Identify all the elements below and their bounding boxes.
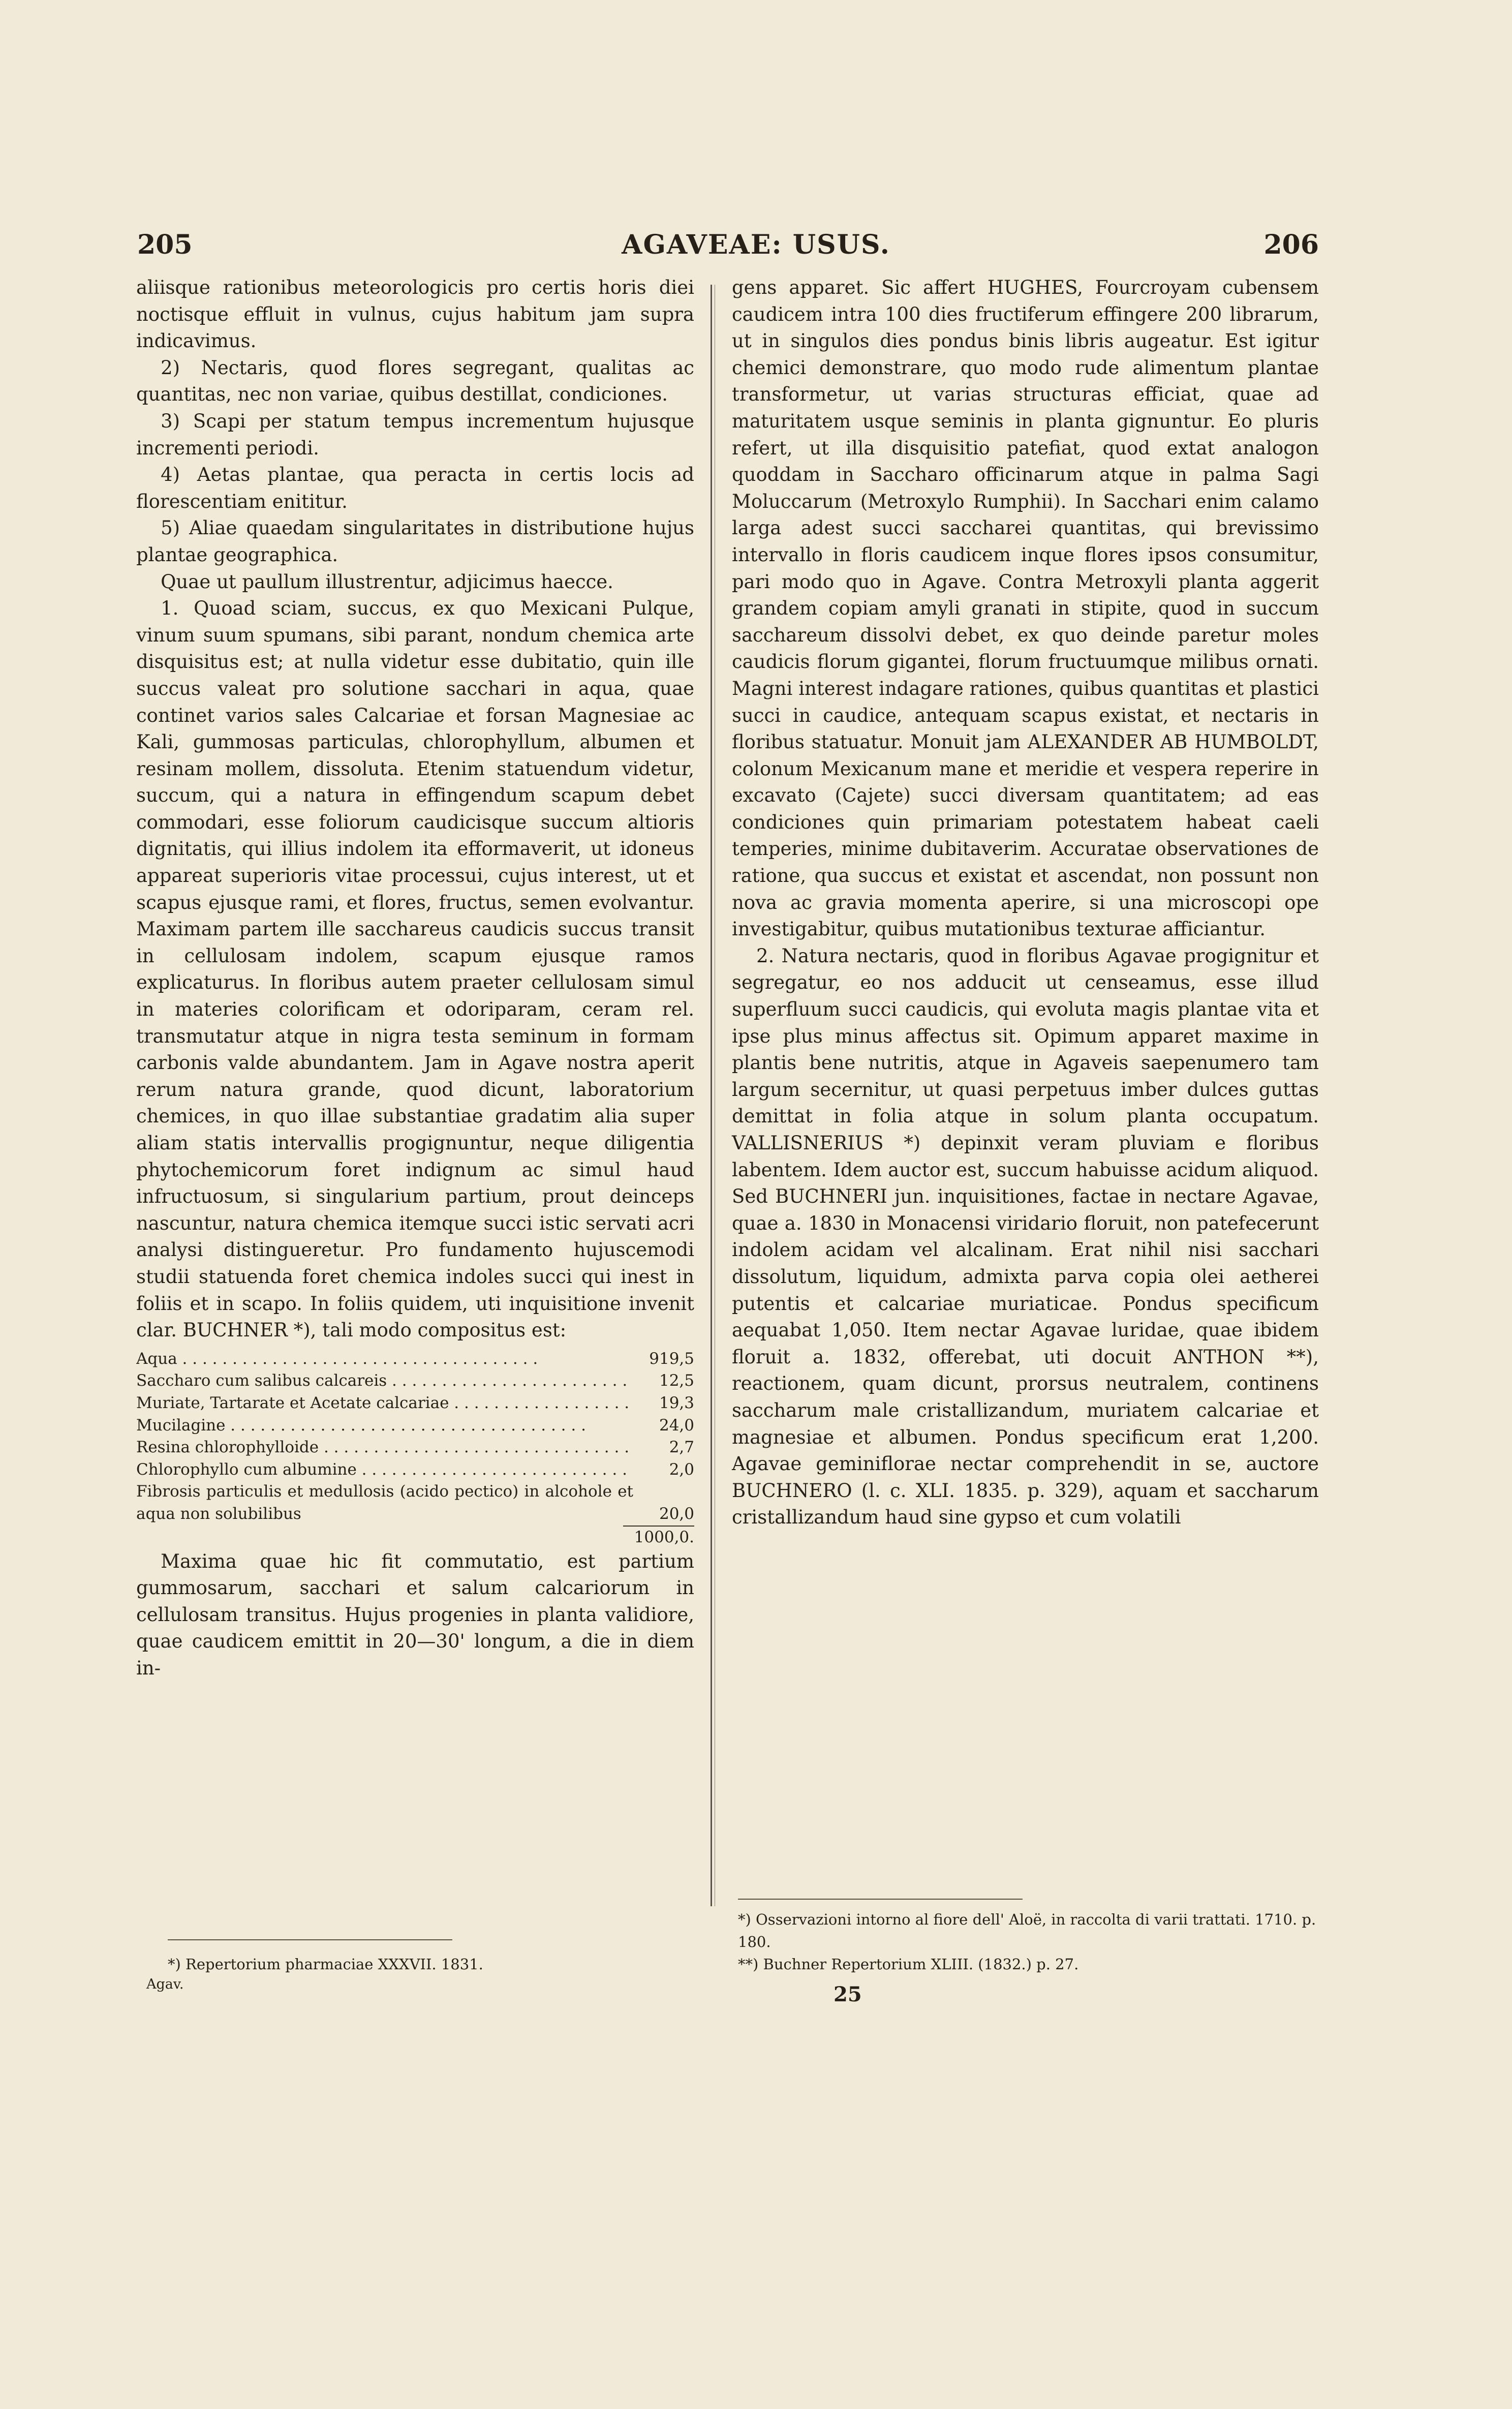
right-footnotes (738, 1908, 1317, 1975)
table-value: 2,0 (669, 1460, 694, 1479)
paragraph: gens apparet. Sic affert HUGHES, Fourcroyam cubensem caudicem intra 100 dies fructiferum effingere 200 librarum, ut in singulos dies pondus binis libris augeatur. Est igitur chemici demonstrare, quo modo rude alimentum plantae transformetur, ut varias structuras efficiat, quae ad maturitatem usque seminis in planta gignuntur. Eo pluris refert, ut illa disquisitio patefiat, quod extat analogon quoddam in Saccharo officinarum atque in palma Sagi Moluccarum (Metroxylo Rumphii). In Sacchari enim calamo larga adest succi saccharei quantitas, qui brevissimo intervallo in floris caudicem inque flores ipsos consumitur, pari modo quo in Agave. Contra Metroxyli planta aggerit grandem copiam amyli granati in stipite, quod in succum sacchareum dissolvi debet, ex quo deinde paretur moles caudicis florum gigantei, florum fructuumque milibus ornati. Magni interest indagare rationes, quibus quantitas et plastici succi in caudice, antequam scapus existat, et nectaris in floribus statuatur. Monuit jam ALEXANDER AB HUMBOLDT, colonum Mexicanum mane et meridie et vespera reperire in excavato (Cajete) succi diversam quantitatem; ad eas condiciones quin primariam potestatem habeat caeli temperies, minime dubitaverim. Accuratae observationes de ratione, qua succus et existat et ascendat, non possunt non nova ac gravia momenta aperire, si una microscopi ope investigabitur, quibus mutationibus texturae afficiantur. (732, 277, 1319, 940)
table-label: Mucilagine . . . (136, 1415, 633, 1437)
table-label: Muriate, Tartarate et Acetate calcariae . . . (136, 1392, 633, 1415)
footnote-rule (738, 1899, 1023, 1900)
table-value: 12,5 (659, 1371, 694, 1390)
table-row (136, 1348, 694, 1370)
paragraph: aliisque rationibus meteorologicis pro certis horis diei noctisque effluit in vulnus, cujus habitum jam supra indicavimus. (136, 277, 694, 352)
paragraph: 4) Aetas plantae, qua peracta in certis locis ad florescentiam enititur. (136, 464, 694, 512)
signature-mark: Agav. (146, 1976, 184, 1992)
table-row (136, 1459, 694, 1481)
table-label: Resina chlorophylloide . . . (136, 1437, 633, 1459)
paragraph: Quae ut paullum illustrentur, adjicimus haecce. (161, 570, 613, 593)
paragraph: 2. Natura nectaris, quod in floribus Agavae progignitur et segregatur, eo nos adducit ut censeamus, esse illud superfluum succi caudicis, qui evoluta magis plantae vita et ipse plus minus affectus sit. Opimum apparet maxime in plantis bene nutritis, atque in Agaveis saepenumero tam largum secernitur, ut quasi perpetuus imber dulces guttas demittat in folia atque in solum planta occupatum. VALLISNERIUS *) depinxit veram pluviam e floribus labentem. Idem auctor est, succum habuisse acidum aliquod. Sed BUCHNERI jun. inquisitiones, factae in nectare Agavae, quae a. 1830 in Monacensi viridario floruit, non patefecerunt indolem acidam vel alcalinam. Erat nihil nisi sacchari dissolutum, liquidum, admixta parva copia olei aetherei putentis et calcariae muriaticae. Pondus specificum aequabat 1,050. Item nectar Agavae luridae, quae ibidem floruit a. 1832, offerebat, uti docuit ANTHON **), reactionem, quam dicunt, prorsus neutralem, continens saccharum male cristallizandum, muriatem calcariae et magnesiae et albumen. Pondus specificum erat 1,200. Agavae geminiflorae nectar comprehendit in se, auctore BUCHNERO (l. c. XLI. 1835. p. 329), aquam et saccharum cristallizandum haud sine gypso et cum volatili (732, 944, 1319, 1529)
table-label: Fibrosis particulis et medullosis (acido pectico) in alcohole et aqua non solubilibus (136, 1482, 633, 1523)
paragraph: 2) Nectaris, quod flores segregant, qualitas ac quantitas, nec non variae, quibus destillat, condiciones. (136, 356, 694, 406)
left-footnote: *) Repertorium pharmaciae XXXVII. 1831. (168, 1956, 483, 1973)
table-value: 919,5 (649, 1349, 694, 1368)
table-row (136, 1392, 694, 1415)
table-label: Aqua . . . (136, 1348, 633, 1370)
left-column (136, 275, 694, 1682)
paragraph: 5) Aliae quaedam singularitates in distributione hujus plantae geographica. (136, 517, 694, 566)
table-row (136, 1437, 694, 1459)
table-value: 19,3 (659, 1393, 694, 1412)
paragraph: 1. Quoad sciam, succus, ex quo Mexicani Pulque, vinum suum spumans, sibi parant, nondum chemica arte disquisitus est; at nulla videtur esse dubitatio, quin ille succus valeat pro solutione sacchari in aqua, quae continet varios sales Calcariae et forsan Magnesiae ac Kali, gummosas particulas, chlorophyllum, albumen et resinam mollem, dissoluta. Etenim statuendum videtur, succum, qui a natura in effingendum scapum debet commodari, esse foliorum caudicisque succum altioris dignitatis, qui illius indolem ita efformaverit, ut idoneus appareat superioris vitae processui, cujus interest, ut et scapus ejusque rami, et flores, fructus, semen evolvantur. Maximam partem ille sacchareus caudicis succus transit in cellulosam indolem, scapum ejusque ramos explicaturus. In floribus autem praeter cellulosam simul in materies colorificam et odoriparam, ceram rel. transmutatur atque in nigra testa seminum in formam carbonis valde abundantem. Jam in Agave nostra aperit rerum natura grande, quod dicunt, laboratorium chemices, in quo illae substantiae gradatim alia super aliam statis intervallis progignuntur, neque diligentia phytochemicorum foret indignum ac simul haud infructuosum, si singularium partium, prout deinceps nascuntur, natura chemica itemque succi istic servati acri analysi distingueretur. Pro fundamento hujuscemodi studii statuenda foret chemica indoles succi qui inest in foliis et in scapo. In foliis quidem, uti inquisitione invenit clar. BUCHNER *), tali modo compositus est: (136, 597, 694, 1341)
table-total: 1000,0. (634, 1528, 694, 1546)
table-row (136, 1481, 694, 1525)
right-page-number: 206 (1263, 229, 1319, 260)
left-page-number: 205 (137, 229, 193, 260)
table-row (136, 1370, 694, 1392)
footnote-rule (168, 1939, 452, 1940)
running-title: AGAVEAE: USUS. (622, 229, 890, 260)
table-label: Chlorophyllo cum albumine . . . (136, 1459, 633, 1481)
paragraph: 3) Scapi per statum tempus incrementum hujusque incrementi periodi. (136, 410, 694, 459)
table-row (136, 1415, 694, 1437)
footnote: *) Osservazioni intorno al fiore dell' Aloë, in raccolta di varii trattati. 1710. p. 180. (738, 1911, 1316, 1950)
table-value: 24,0 (659, 1416, 694, 1435)
column-divider (711, 285, 712, 1906)
paragraph: Maxima quae hic fit commutatio, est partium gummosarum, sacchari et salum calcariorum in cellulosam transitus. Hujus progenies in planta validiore, quae caudicem emittit in 20—30' longum, a die in diem in- (136, 1550, 694, 1679)
table-label: Saccharo cum salibus calcareis . . . (136, 1370, 633, 1392)
table-value: 2,7 (669, 1438, 694, 1457)
composition-table (136, 1348, 694, 1548)
table-value: 20,0 (659, 1504, 694, 1523)
sheet-number: 25 (834, 1983, 862, 2006)
right-column (732, 275, 1319, 1531)
footnote: **) Buchner Repertorium XLIII. (1832.) p. 27. (738, 1956, 1079, 1973)
